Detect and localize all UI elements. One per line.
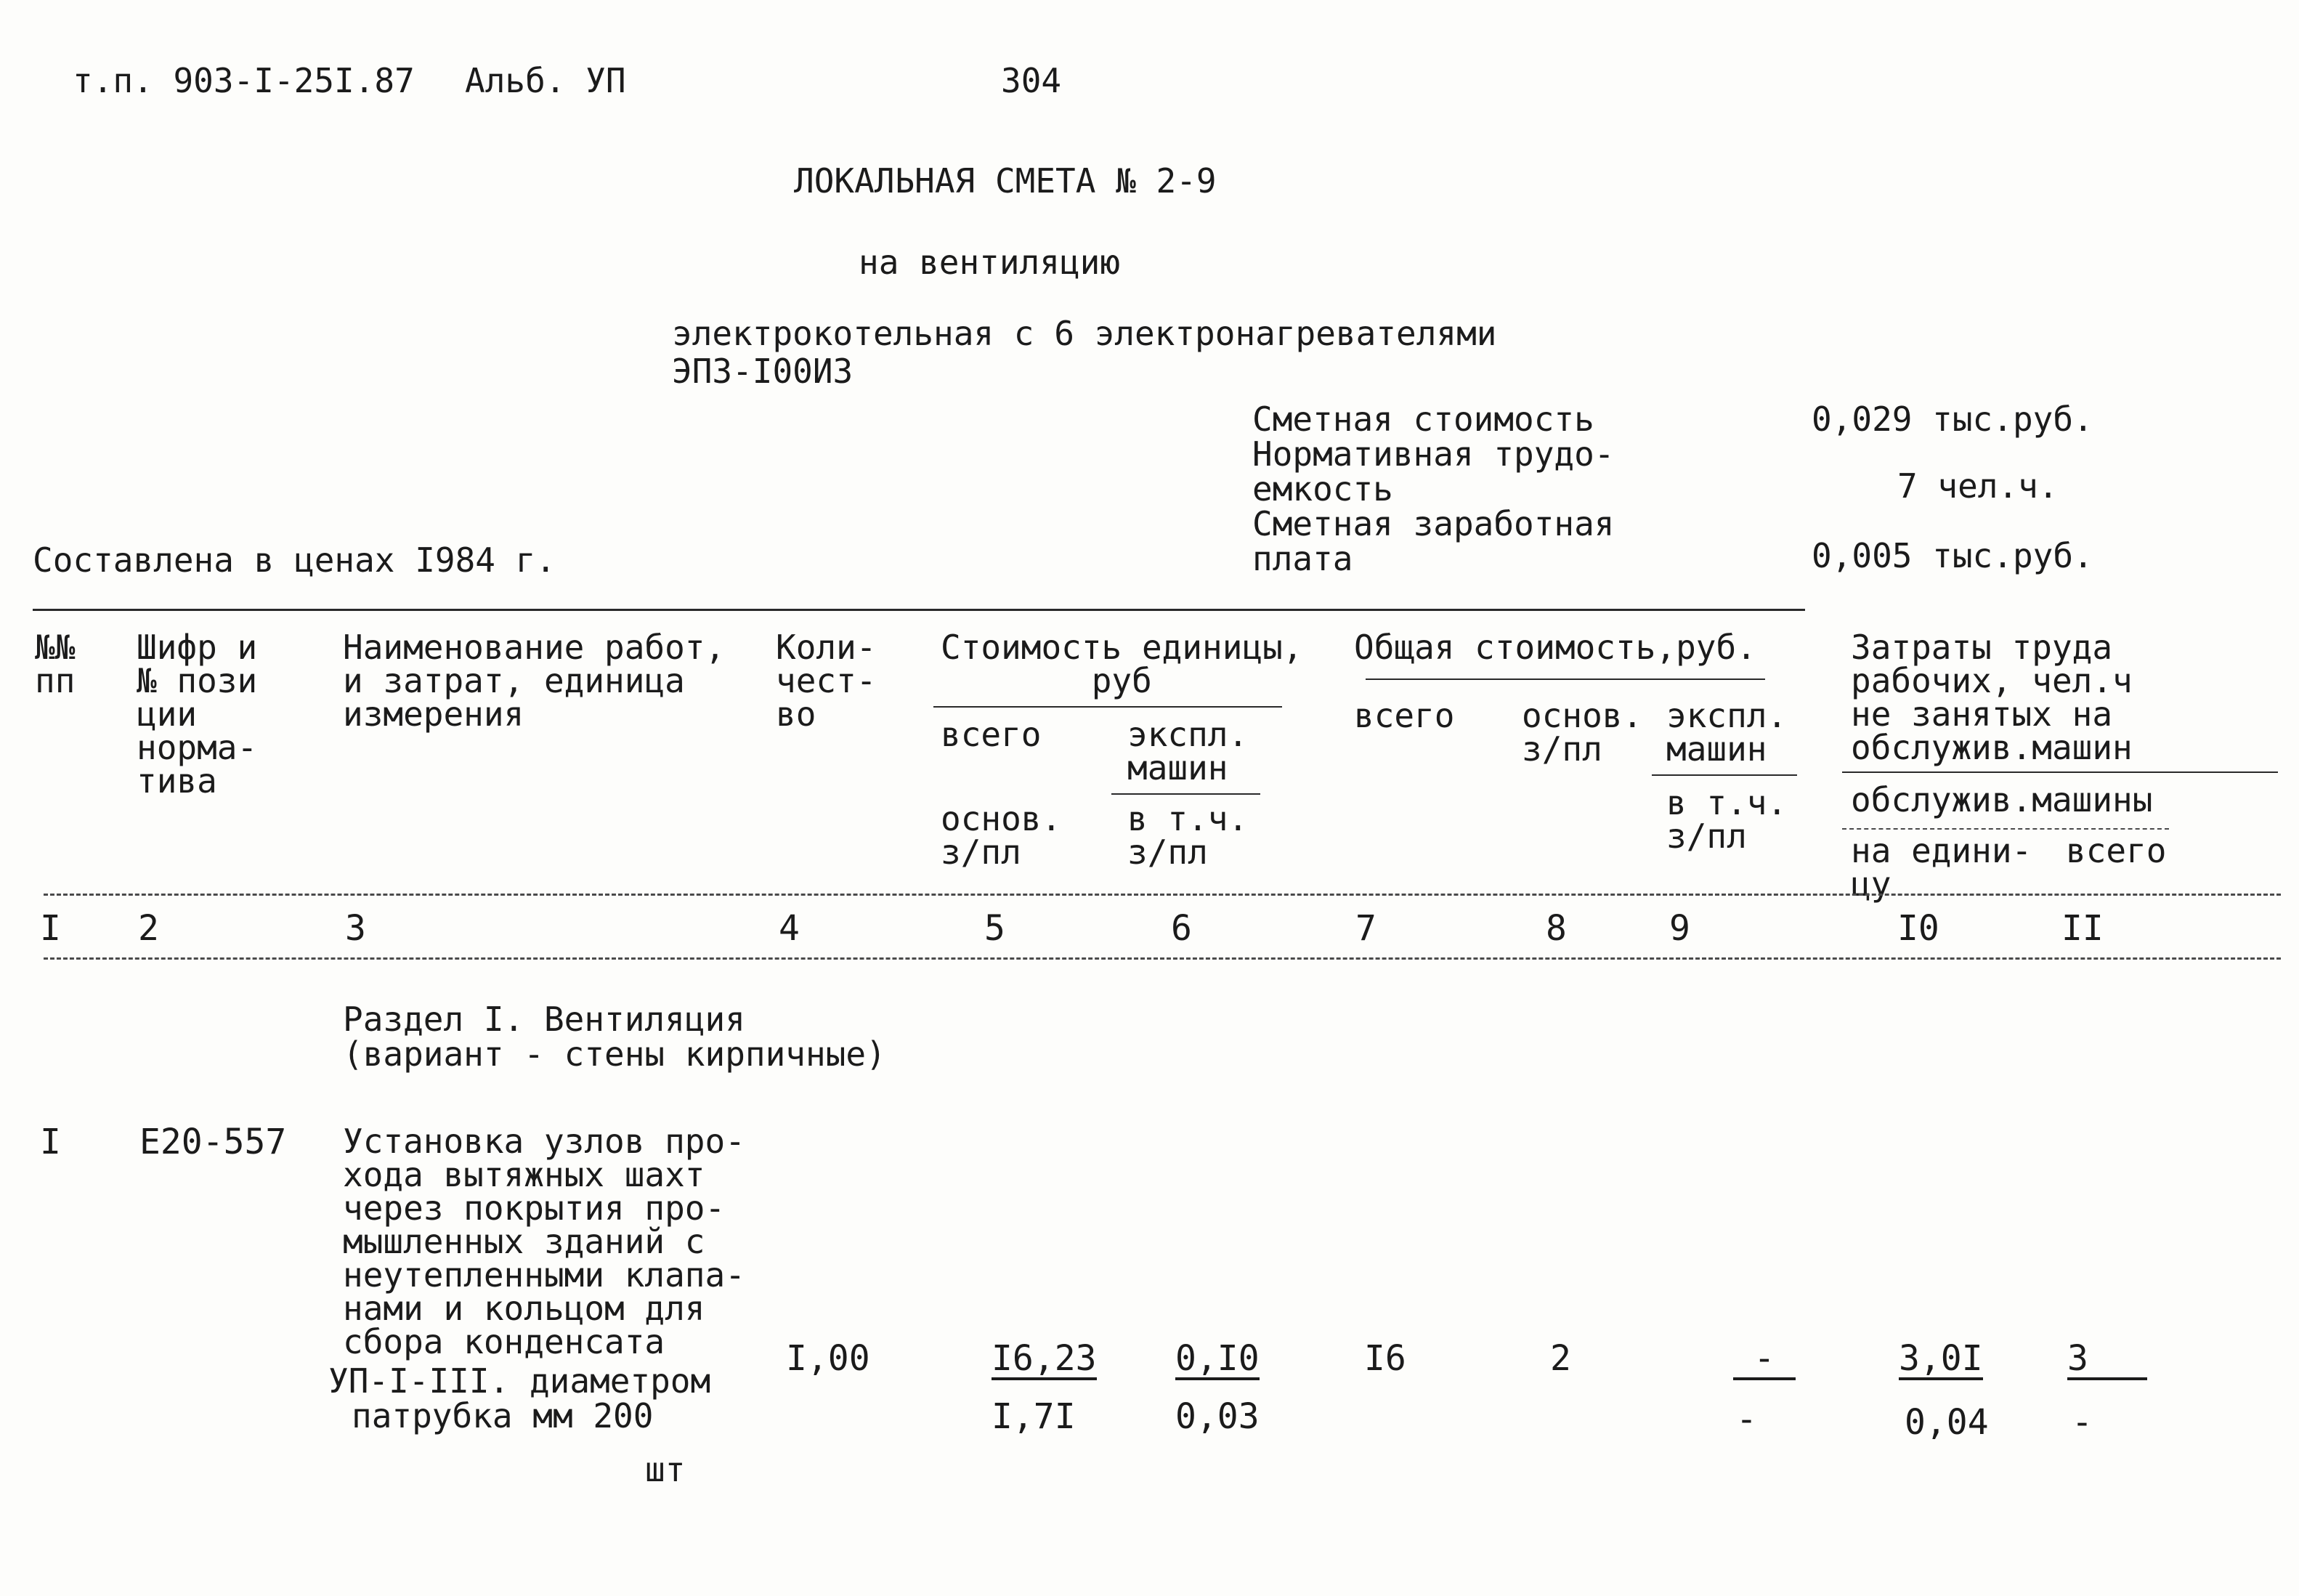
section-title: Раздел I. Вентиляция	[343, 1000, 745, 1039]
labor-label-line1: Нормативная трудо-	[1252, 434, 1615, 474]
row-number: I	[40, 1122, 61, 1162]
estimate-title: ЛОКАЛЬНАЯ СМЕТА № 2-9	[794, 161, 1217, 200]
estimated-cost-label: Сметная стоимость	[1252, 400, 1594, 439]
header-total-machines: экспл. машин	[1666, 696, 1788, 769]
column-number-8: 8	[1546, 908, 1567, 949]
header-labor-service: обслужив.машины	[1851, 780, 2153, 819]
wage-label-line1: Сметная заработная	[1252, 504, 1615, 543]
row-labor-total: 3	[2067, 1341, 2147, 1380]
header-unit-cost-wage: основ. з/пл	[941, 799, 1062, 872]
header-bottom-rule	[44, 894, 2281, 896]
column-number-1: I	[40, 908, 61, 949]
unit-cost-divider	[933, 706, 1282, 708]
row-description: Установка узлов про- хода вытяжных шахт через покрытия про- мышленных зданий с неутепленными клапа- нами и кольцом для сбора конденсата	[343, 1122, 745, 1361]
header-quantity: Коли- чест- во	[776, 628, 877, 734]
column-number-10: I0	[1897, 908, 1939, 949]
album-label: Альб. УП	[465, 61, 626, 100]
estimated-cost-value: 0,029 тыс.руб.	[1812, 400, 2093, 439]
labor-divider	[1842, 771, 2278, 773]
column-number-5: 5	[984, 908, 1005, 949]
header-total-machine-wage: в т.ч. з/пл	[1666, 783, 1788, 856]
header-unit-cost-machines: экспл. машин	[1127, 715, 1249, 787]
row-description-drawing-ref: УП-I-III. диаметром	[328, 1361, 711, 1401]
row-unit-cost-total: I6,23	[992, 1338, 1097, 1379]
wage-value: 0,005 тыс.руб.	[1812, 536, 2093, 575]
column-number-7: 7	[1355, 908, 1376, 949]
column-number-4: 4	[779, 908, 800, 949]
object-description: электрокотельная с 6 электронагревателями	[672, 314, 1497, 353]
table-top-rule	[33, 609, 1805, 611]
row-unit: шт	[645, 1450, 686, 1489]
total-cost-divider	[1366, 678, 1765, 680]
header-labor-group: Затраты труда рабочих, чел.ч не занятых на обслужив.машин	[1851, 628, 2133, 767]
header-total-wage: основ. з/пл	[1522, 696, 1643, 769]
column-number-6: 6	[1171, 908, 1192, 949]
header-work-name: Наименование работ, и затрат, единица измерения	[343, 628, 726, 734]
labor-value: 7 чел.ч.	[1897, 466, 2059, 506]
labor-label-line2: емкость	[1252, 469, 1393, 509]
row-norm-code: Е20-557	[139, 1122, 287, 1162]
row-unit-cost-machines: 0,I0	[1175, 1338, 1260, 1379]
object-model: ЭПЗ-I00И3	[672, 352, 853, 391]
row-unit-cost-machine-wage: 0,03	[1175, 1396, 1260, 1437]
row-labor-total-service: -	[2072, 1402, 2093, 1443]
labor-sub-divider	[1842, 828, 2169, 830]
total-machines-divider	[1652, 774, 1797, 776]
header-total-cost: всего	[1354, 696, 1455, 735]
row-quantity: I,00	[786, 1338, 870, 1379]
document-reference: т.п. 903-I-25I.87	[73, 61, 415, 100]
row-total-cost: I6	[1364, 1338, 1406, 1379]
section-variant: (вариант - стены кирпичные)	[343, 1034, 886, 1074]
estimate-subject: на вентиляцию	[859, 243, 1121, 282]
row-unit-cost-wage: I,7I	[992, 1396, 1076, 1437]
machines-divider	[1111, 793, 1260, 795]
column-number-11: II	[2061, 908, 2104, 949]
header-total-cost-group: Общая стоимость,руб.	[1354, 628, 1756, 667]
header-unit-cost-machine-wage: в т.ч. з/пл	[1127, 799, 1249, 872]
page-number: 304	[1001, 61, 1062, 100]
header-labor-total: всего	[2066, 831, 2167, 870]
header-unit-cost-group: Стоимость единицы, руб	[941, 628, 1303, 700]
row-labor-per-unit-service: 0,04	[1905, 1402, 1989, 1443]
column-numbers-bottom-rule	[44, 957, 2281, 960]
row-labor-per-unit: 3,0I	[1899, 1338, 1983, 1379]
header-labor-per-unit: на едини- цу	[1851, 831, 2032, 904]
header-unit-cost-total: всего	[941, 715, 1042, 754]
header-row-number: №№ пп	[35, 628, 76, 700]
column-number-3: 3	[345, 908, 366, 949]
column-number-2: 2	[138, 908, 159, 949]
prices-note: Составлена в ценах I984 г.	[33, 540, 556, 580]
row-total-machines: -	[1733, 1341, 1796, 1380]
row-description-diameter: патрубка мм 200	[352, 1396, 654, 1435]
wage-label-line2: плата	[1252, 539, 1353, 578]
row-total-machine-wage: -	[1736, 1399, 1757, 1440]
column-number-9: 9	[1669, 908, 1690, 949]
row-total-wage: 2	[1550, 1338, 1571, 1379]
header-norm-code: Шифр и № пози ции норма- тива	[137, 628, 258, 801]
